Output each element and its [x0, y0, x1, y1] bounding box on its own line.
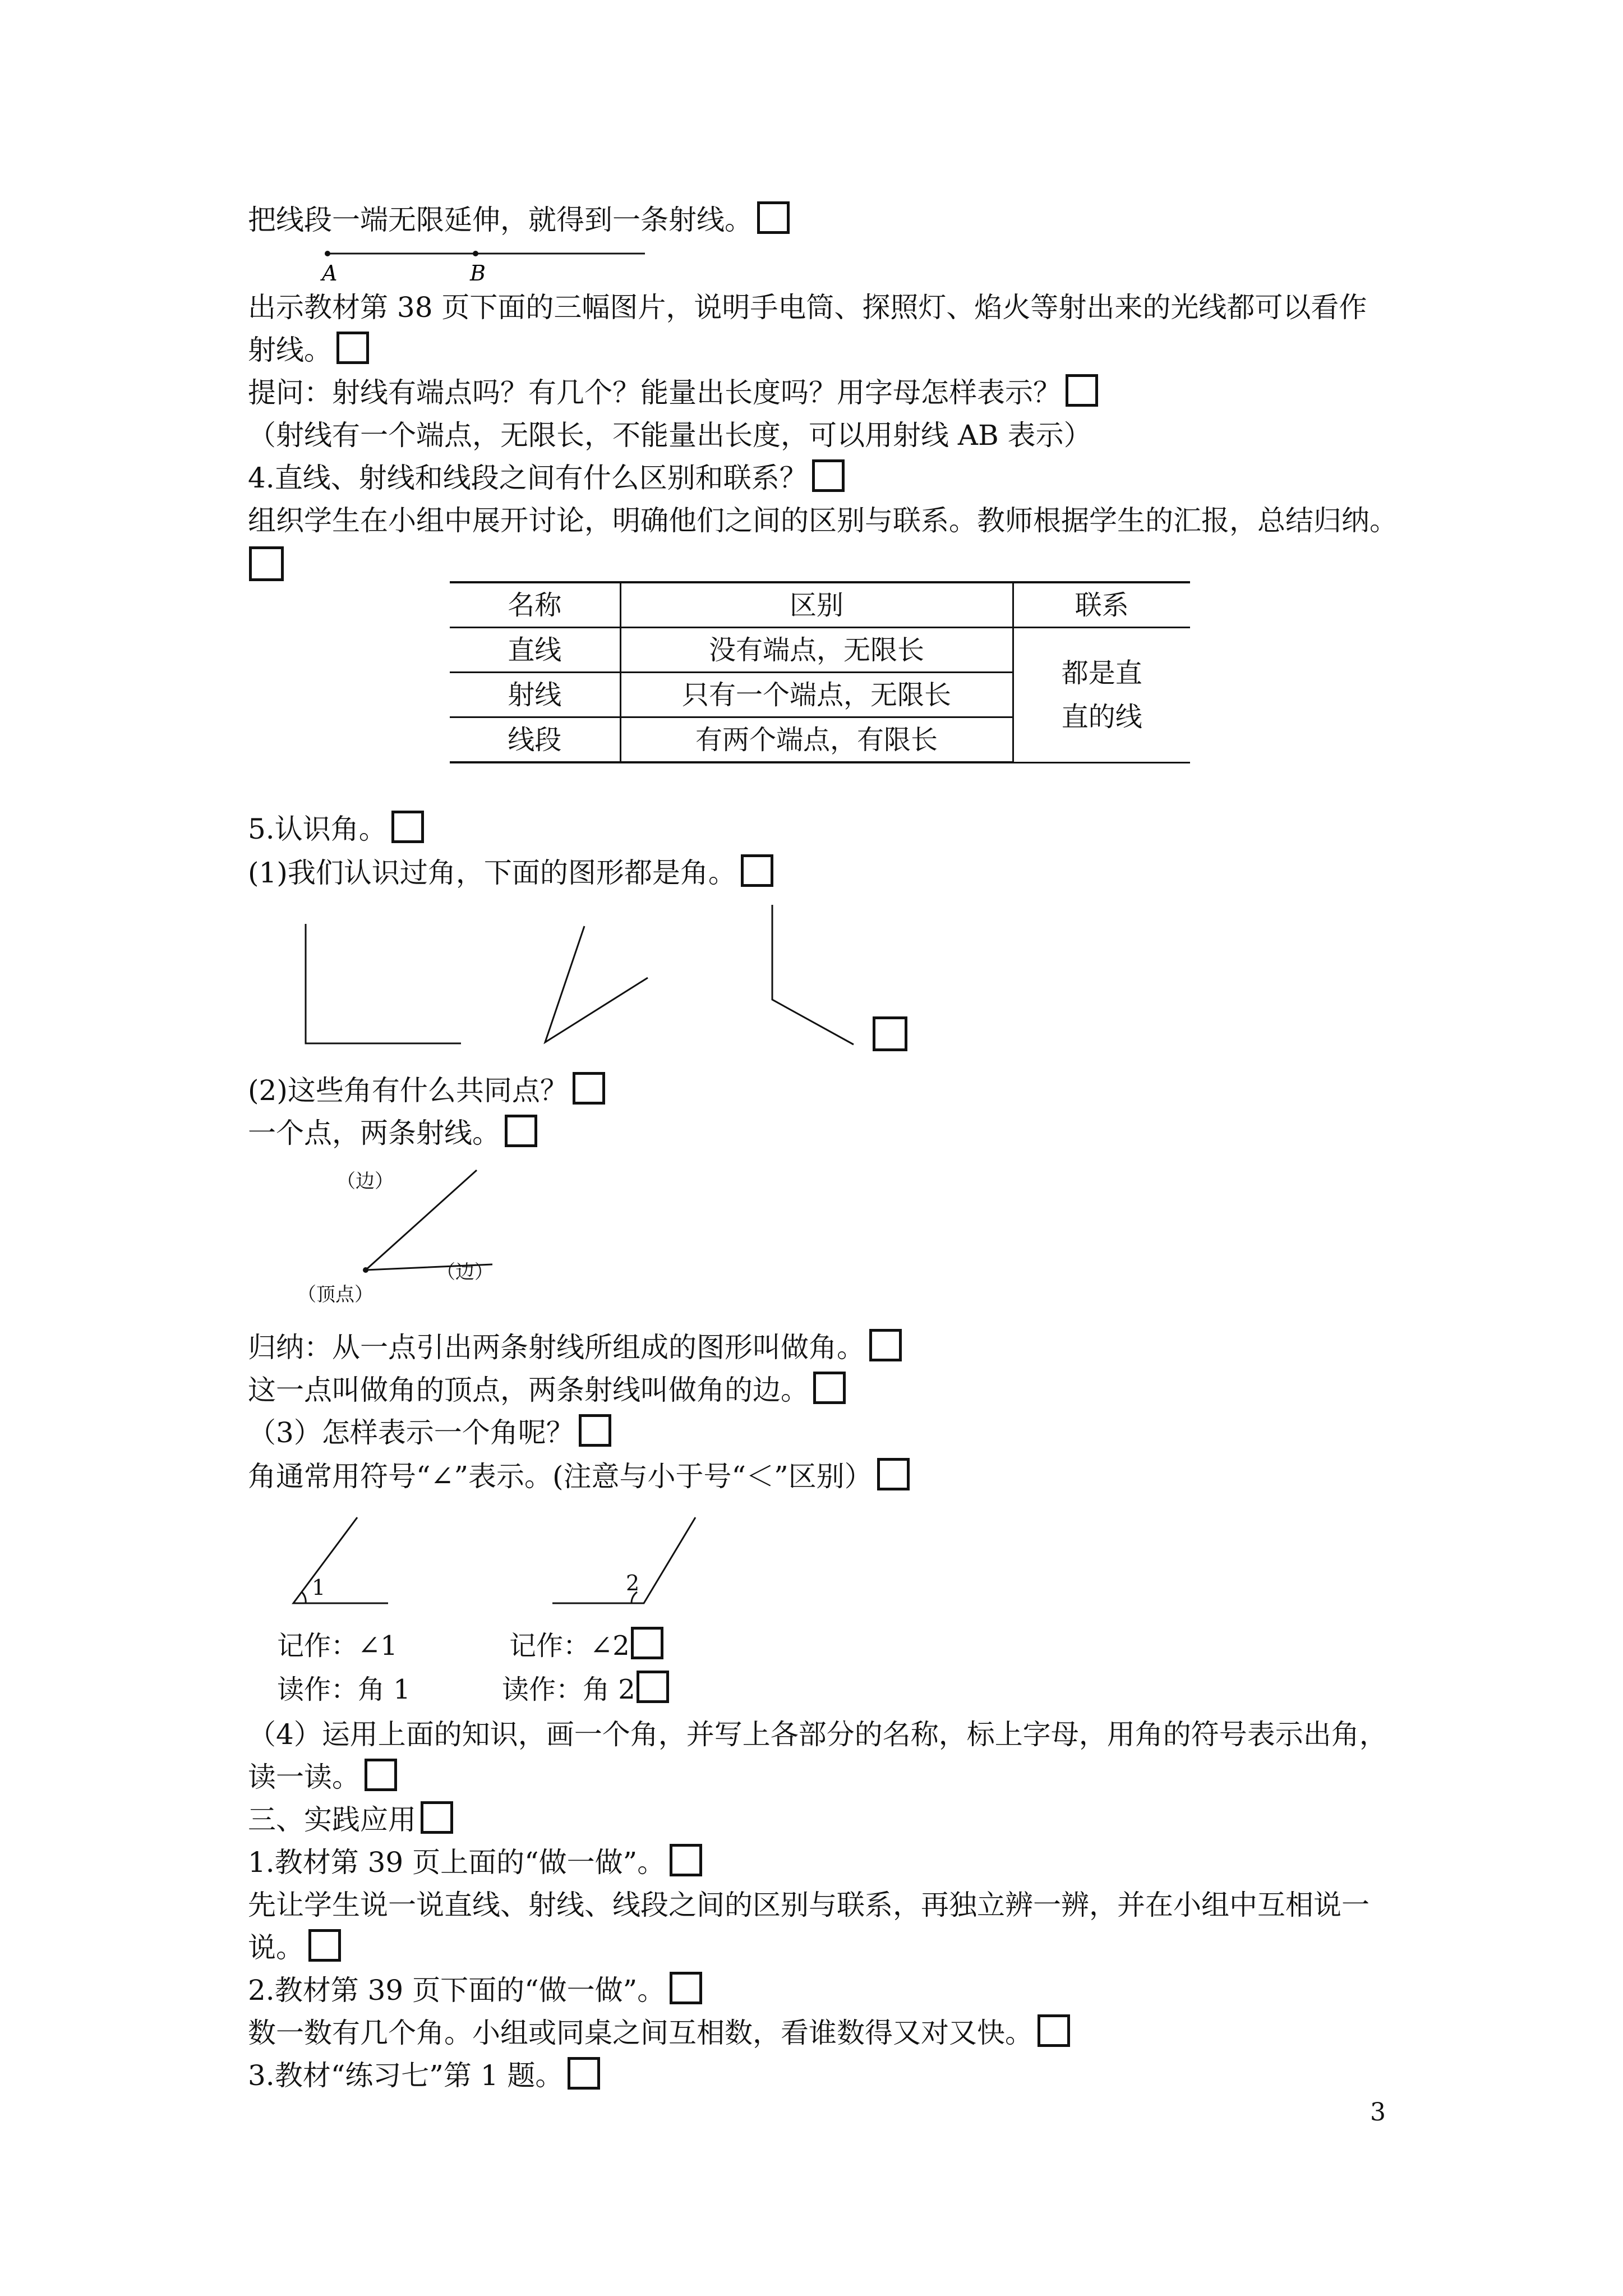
text: 出示教材第 38 页下面的三幅图片，说明手电筒、探照灯、焰火等射出来的光线都可以看作: [248, 291, 1367, 324]
angle-number: 1: [312, 1575, 326, 1600]
checkbox[interactable]: [670, 1844, 702, 1876]
text: 3.教材“练习七”第 1 题。: [248, 2059, 564, 2092]
text-line: [248, 1454, 910, 1499]
page-number: 3: [1370, 2098, 1386, 2127]
relation-line: 都是直: [1061, 657, 1142, 689]
text-line: [248, 1797, 453, 1842]
checkbox[interactable]: [869, 1329, 902, 1361]
text: 5.认识角。: [248, 813, 387, 845]
table-cell: 有两个端点，有限长: [620, 717, 1013, 763]
text-line: [248, 1968, 702, 2013]
text: 三、实践应用: [248, 1803, 416, 1836]
checkbox[interactable]: [505, 1115, 537, 1147]
vertex-point: [363, 1267, 368, 1273]
table-header: 区别: [620, 582, 1013, 628]
text-line: [248, 1410, 611, 1455]
text: 提问：射线有端点吗？有几个？能量出长度吗？用字母怎样表示？: [248, 376, 1061, 409]
label-a: A: [322, 261, 338, 286]
text-line: [248, 2053, 600, 2098]
table-cell: 线段: [450, 717, 620, 763]
checkbox[interactable]: [813, 1372, 846, 1404]
text-line: [248, 1068, 605, 1113]
text-line: [248, 1111, 537, 1156]
obtuse-angle: [772, 905, 854, 1045]
right-angle: [306, 924, 461, 1043]
vertex-label: （顶点）: [297, 1283, 374, 1306]
text-line: [248, 1325, 902, 1370]
text: 说。: [248, 1931, 304, 1964]
text: 数一数有几个角。小组或同桌之间互相数，看谁数得又对又快。: [248, 2017, 1033, 2049]
text: (1)我们认识过角，下面的图形都是角。: [248, 857, 736, 889]
edge-label: （边）: [336, 1170, 394, 1193]
text: 这一点叫做角的顶点，两条射线叫做角的边。: [248, 1374, 809, 1406]
table-header: 联系: [1013, 582, 1190, 628]
checkbox[interactable]: [873, 1016, 907, 1051]
relation-line: 直的线: [1061, 701, 1142, 733]
checkbox[interactable]: [637, 1671, 669, 1703]
text: (2)这些角有什么共同点？: [248, 1074, 568, 1107]
text: （4）运用上面的知识，画一个角，并写上各部分的名称，标上字母，用角的符号表示出角，: [248, 1718, 1387, 1751]
checkbox[interactable]: [579, 1414, 611, 1447]
angle-2-read: 读作：角 2: [502, 1669, 669, 1710]
acute-angle: [545, 926, 648, 1042]
text: 2.教材第 39 页下面的“做一做”。: [248, 1974, 666, 2007]
text: （3）怎样表示一个角呢？: [248, 1416, 574, 1449]
text: 组织学生在小组中展开讨论，明确他们之间的区别与联系。教师根据学生的汇报，总结归纳。: [248, 504, 1398, 537]
text-line: [248, 1368, 846, 1412]
edge-label: （边）: [436, 1261, 494, 1283]
table-cell: 只有一个端点，无限长: [620, 673, 1013, 717]
checkbox[interactable]: [421, 1801, 453, 1834]
table-cell: 直线: [450, 628, 620, 673]
checkbox[interactable]: [573, 1072, 605, 1105]
text: 把线段一端无限延伸，就得到一条射线。: [248, 204, 753, 236]
text: 射线。: [248, 334, 332, 366]
angle-2: [552, 1517, 695, 1603]
checkbox[interactable]: [365, 1759, 397, 1791]
label-b: B: [470, 261, 486, 286]
text: 一个点，两条射线。: [248, 1117, 500, 1149]
angle-2-write: 记作：∠2: [509, 1626, 663, 1666]
angle-1: [293, 1517, 388, 1603]
checkbox[interactable]: [877, 1458, 910, 1490]
text: 4.直线、射线和线段之间有什么区别和联系？: [248, 462, 808, 494]
text: 1.教材第 39 页上面的“做一做”。: [248, 1846, 666, 1879]
text-line: [248, 1840, 702, 1885]
checkbox[interactable]: [631, 1627, 663, 1659]
text: 角通常用符号“∠”表示。(注意与小于号“＜”区别）: [248, 1460, 873, 1493]
table-cell: 射线: [450, 673, 620, 717]
text: 读一读。: [248, 1761, 360, 1793]
checkbox[interactable]: [1038, 2014, 1070, 2047]
text-line: [248, 1712, 1387, 1757]
text-line: [248, 2010, 1070, 2055]
angle-number: 2: [626, 1571, 640, 1595]
angle-1-arc: [302, 1592, 306, 1603]
angle-1-read: 读作：角 1: [277, 1674, 411, 1705]
checkbox[interactable]: [308, 1929, 341, 1962]
angle-1-write: 记作：∠1: [277, 1630, 398, 1662]
checkbox[interactable]: [670, 1972, 702, 2004]
table-cell: 没有端点，无限长: [620, 628, 1013, 673]
text-line: [248, 1925, 341, 1970]
table-header: 名称: [450, 582, 620, 628]
text: 先让学生说一说直线、射线、线段之间的区别与联系，再独立辨一辨，并在小组中互相说一: [248, 1889, 1370, 1921]
text: （射线有一个端点，无限长，不能量出长度，可以用射线 AB 表示）: [248, 419, 1092, 452]
text-line: [248, 1755, 397, 1800]
text: 归纳：从一点引出两条射线所组成的图形叫做角。: [248, 1331, 865, 1364]
text-line: [248, 1883, 1370, 1927]
checkbox[interactable]: [568, 2057, 600, 2090]
